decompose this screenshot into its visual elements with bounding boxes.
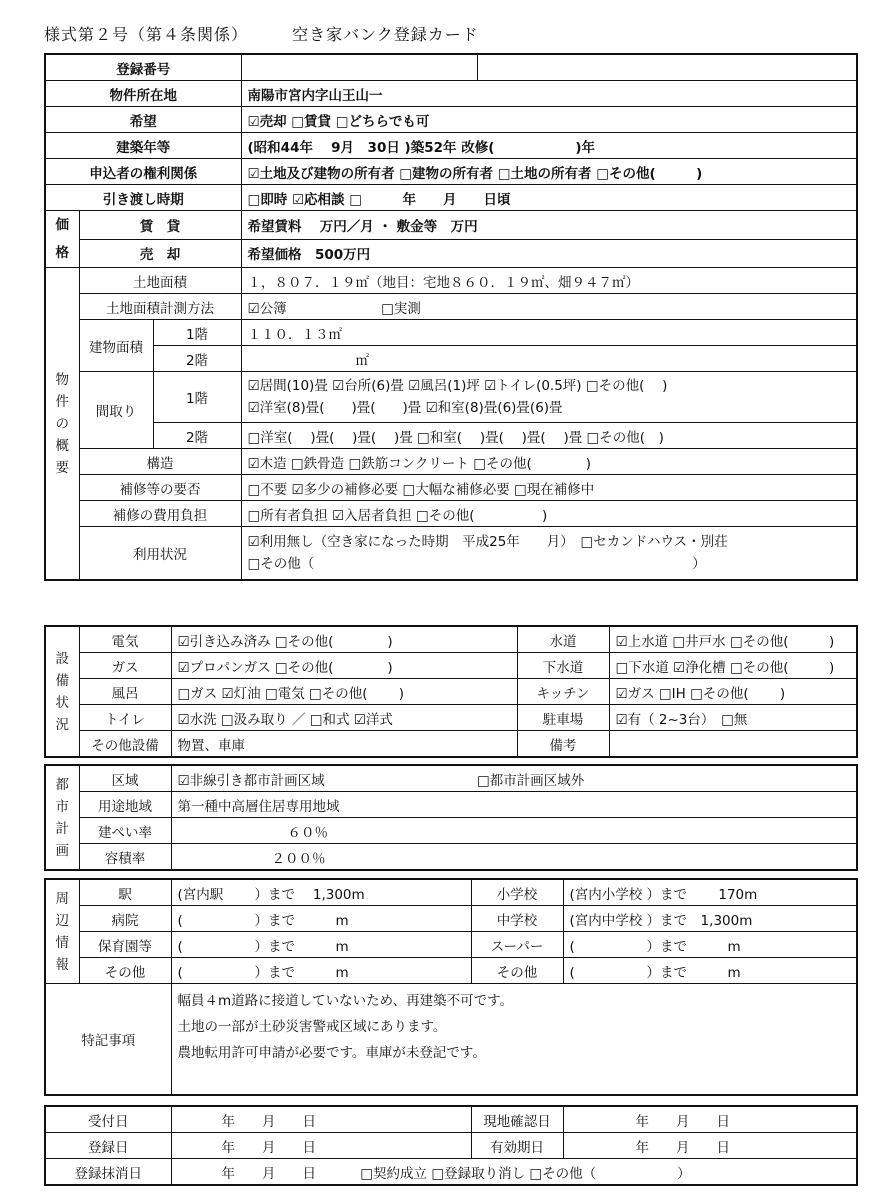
land-area-label: 土地面積 <box>79 268 241 294</box>
surroundings-side-label: 周 辺 情 報 <box>45 879 79 984</box>
repair-cost-value: □所有者負担 ☑入居者負担 □その他( ) <box>241 501 857 527</box>
rights-value: ☑土地及び建物の所有者 □建物の所有者 □土地の所有者 □その他( ) <box>241 159 857 185</box>
reg-no-label: 登録番号 <box>45 54 241 81</box>
facilities-side-label: 設 備 状 況 <box>45 626 79 757</box>
layout-f1-line2: ☑洋室(8)畳( )畳( )畳 ☑和室(8)畳(6)畳(6)畳 <box>247 400 563 416</box>
site-check-date: 年 月 日 <box>563 1106 857 1133</box>
jhs-label: 中学校 <box>471 906 563 932</box>
sale-value: 希望価格 500万円 <box>241 239 857 268</box>
sale-row <box>45 239 857 268</box>
form-number: 様式第２号（第４条関係） <box>44 25 249 44</box>
structure-label: 構造 <box>79 449 241 475</box>
cancel-options: □契約成立 □登録取り消し □その他（ ） <box>360 1165 691 1182</box>
hospital-label: 病院 <box>79 906 171 932</box>
water-value: ☑上水道 □井戸水 □その他( ) <box>609 626 857 653</box>
expiry-label: 有効期日 <box>471 1133 563 1159</box>
layout-floor2-label: 2階 <box>153 423 241 449</box>
property-table <box>44 53 858 581</box>
rent-value: 希望賃料 万円／月 ・ 敷金等 万円 <box>241 211 857 240</box>
repair-cost-label: 補修の費用負担 <box>79 501 241 527</box>
layout-floor1-value <box>241 372 857 423</box>
bldg-floor1-value: １１０．１３㎡ <box>241 320 857 346</box>
layout-floor2-value: □洋室( )畳( )畳( )畳 □和室( )畳( )畳( )畳 □その他( ) <box>241 423 857 449</box>
expiry-date: 年 月 日 <box>563 1133 857 1159</box>
kitchen-value: ☑ガス □IH □その他( ) <box>609 679 857 705</box>
repair-value: □不要 ☑多少の補修必要 □大幅な補修必要 □現在補修中 <box>241 475 857 501</box>
cancel-date: 年 月 日 <box>221 1165 316 1182</box>
price-side-label: 価 格 <box>45 211 79 268</box>
sewer-value: □下水道 ☑浄化槽 □その他( ) <box>609 653 857 679</box>
notes-label: 備考 <box>517 731 609 758</box>
other-place2-value: ( ）まで m <box>563 958 857 984</box>
station-row <box>45 879 857 906</box>
electric-label: 電気 <box>79 626 171 653</box>
reg-no-row <box>45 54 857 81</box>
zone-value-2: □都市計画区域外 <box>471 765 857 792</box>
layout-floor1-label: 1階 <box>153 372 241 423</box>
other-place-value: ( ）まで m <box>171 958 471 984</box>
other-place-label: その他 <box>79 958 171 984</box>
registration-footer-table <box>44 1105 858 1186</box>
zone-row <box>45 765 857 792</box>
registered-row <box>45 1133 857 1159</box>
nursery-row <box>45 932 857 958</box>
water-label: 水道 <box>517 626 609 653</box>
use-zone-label: 用途地域 <box>79 792 171 818</box>
use-zone-row <box>45 792 857 818</box>
rent-label: 賃 貸 <box>79 211 241 240</box>
measure-value: ☑公簿 □実測 <box>241 294 857 320</box>
built-value: (昭和44年 9月 30日 )築52年 改修( )年 <box>241 133 857 159</box>
layout-label: 間取り <box>79 372 153 449</box>
elementary-label: 小学校 <box>471 879 563 906</box>
layout-f1-row <box>45 372 857 423</box>
zone-value-1: ☑非線引き都市計画区域 <box>171 765 471 792</box>
bldg-area-label: 建物面積 <box>79 320 153 372</box>
kitchen-label: キッチン <box>517 679 609 705</box>
rent-row <box>45 211 857 240</box>
bldg-f2-row <box>45 346 857 372</box>
surroundings-table <box>44 878 858 1096</box>
rights-label: 申込者の権利関係 <box>45 159 241 185</box>
bldg-floor1-label: 1階 <box>153 320 241 346</box>
bath-label: 風呂 <box>79 679 171 705</box>
bldg-floor2-label: 2階 <box>153 346 241 372</box>
city-side-label: 都 市 計 画 <box>45 765 79 870</box>
sale-label: 売 却 <box>79 239 241 268</box>
built-label: 建築年等 <box>45 133 241 159</box>
city-planning-table <box>44 764 858 871</box>
received-date: 年 月 日 <box>171 1106 471 1133</box>
cancel-value <box>171 1159 857 1186</box>
special-notes-value <box>171 984 857 1096</box>
zone-label: 区域 <box>79 765 171 792</box>
hospital-value: ( ）まで m <box>171 906 471 932</box>
other-facilities-value: 物置、車庫 <box>171 731 517 758</box>
measure-row <box>45 294 857 320</box>
received-label: 受付日 <box>45 1106 171 1133</box>
special-notes-label: 特記事項 <box>45 984 171 1096</box>
toilet-row <box>45 705 857 731</box>
handover-row <box>45 185 857 211</box>
electric-row <box>45 626 857 653</box>
cancel-label: 登録抹消日 <box>45 1159 171 1186</box>
supermarket-label: スーパー <box>471 932 563 958</box>
far-label: 容積率 <box>79 844 171 871</box>
usage-row <box>45 527 857 581</box>
bcr-label: 建ぺい率 <box>79 818 171 844</box>
special-note-2: 土地の一部が土砂災害警戒区域にあります。 <box>177 1019 447 1035</box>
parking-value: ☑有（ 2~3台） □無 <box>609 705 857 731</box>
toilet-label: トイレ <box>79 705 171 731</box>
layout-f1-line1: ☑居間(10)畳 ☑台所(6)畳 ☑風呂(1)坪 ☑トイレ(0.5坪) □その他( ) <box>247 378 668 394</box>
bldg-floor2-value: ㎡ <box>241 346 857 372</box>
hope-value: ☑売却 □賃貸 □どちらでも可 <box>241 107 857 133</box>
structure-value: ☑木造 □鉄骨造 □鉄筋コンクリート □その他( ) <box>241 449 857 475</box>
other-place-row <box>45 958 857 984</box>
supermarket-value: ( ）まで m <box>563 932 857 958</box>
usage-line2: □その他（ ） <box>247 556 706 572</box>
sewer-label: 下水道 <box>517 653 609 679</box>
outline-side-label: 物 件 の 概 要 <box>45 268 79 581</box>
nursery-value: ( ）まで m <box>171 932 471 958</box>
site-check-label: 現地確認日 <box>471 1106 563 1133</box>
address-value: 南陽市宮内字山王山一 <box>241 81 857 107</box>
land-area-value: １，８０７．１９㎡（地目：宅地８６０．１９㎡、畑９４７㎡） <box>241 268 857 294</box>
form-header <box>44 22 517 45</box>
rights-row <box>45 159 857 185</box>
hope-row <box>45 107 857 133</box>
notes-value <box>609 731 857 758</box>
registered-label: 登録日 <box>45 1133 171 1159</box>
reg-no-value <box>241 54 477 81</box>
form-title: 空き家バンク登録カード <box>292 25 479 44</box>
jhs-value: (宮内中学校 ）まで 1,300m <box>563 906 857 932</box>
layout-f2-row <box>45 423 857 449</box>
electric-value: ☑引き込み済み □その他( ) <box>171 626 517 653</box>
parking-label: 駐車場 <box>517 705 609 731</box>
bcr-row <box>45 818 857 844</box>
station-label: 駅 <box>79 879 171 906</box>
bath-value: □ガス ☑灯油 □電気 □その他( ) <box>171 679 517 705</box>
hope-label: 希望 <box>45 107 241 133</box>
special-notes-row <box>45 984 857 1096</box>
facilities-table <box>44 625 858 758</box>
elementary-value: (宮内小学校 ）まで 170m <box>563 879 857 906</box>
measure-label: 土地面積計測方法 <box>79 294 241 320</box>
gas-value: ☑プロパンガス □その他( ) <box>171 653 517 679</box>
use-zone-value: 第一種中高層住居専用地域 <box>171 792 857 818</box>
other-facilities-row <box>45 731 857 758</box>
toilet-value: ☑水洗 □汲み取り ／ □和式 ☑洋式 <box>171 705 517 731</box>
nursery-label: 保育園等 <box>79 932 171 958</box>
structure-row <box>45 449 857 475</box>
address-row <box>45 81 857 107</box>
repair-label: 補修等の要否 <box>79 475 241 501</box>
gas-row <box>45 653 857 679</box>
bcr-value: ６０％ <box>171 818 857 844</box>
far-row <box>45 844 857 871</box>
received-row <box>45 1106 857 1133</box>
usage-line1: ☑利用無し（空き家になった時期 平成25年 月） □セカンドハウス・別荘 <box>247 534 728 550</box>
station-value: (宮内駅 ）まで 1,300m <box>171 879 471 906</box>
cancel-row <box>45 1159 857 1186</box>
handover-label: 引き渡し時期 <box>45 185 241 211</box>
far-value: ２００％ <box>171 844 857 871</box>
registered-date: 年 月 日 <box>171 1133 471 1159</box>
built-row <box>45 133 857 159</box>
hospital-row <box>45 906 857 932</box>
other-facilities-label: その他設備 <box>79 731 171 758</box>
usage-label: 利用状況 <box>79 527 241 581</box>
other-place2-label: その他 <box>471 958 563 984</box>
bath-row <box>45 679 857 705</box>
repair-cost-row <box>45 501 857 527</box>
address-label: 物件所在地 <box>45 81 241 107</box>
handover-value: □即時 ☑応相談 □ 年 月 日頃 <box>241 185 857 211</box>
land-area-row <box>45 268 857 294</box>
bldg-f1-row <box>45 320 857 346</box>
gas-label: ガス <box>79 653 171 679</box>
repair-row <box>45 475 857 501</box>
special-note-3: 農地転用許可申請が必要です。車庫が未登記です。 <box>177 1045 486 1061</box>
usage-value <box>241 527 857 581</box>
special-note-1: 幅員４m道路に接道していないため、再建築不可です。 <box>177 993 514 1009</box>
